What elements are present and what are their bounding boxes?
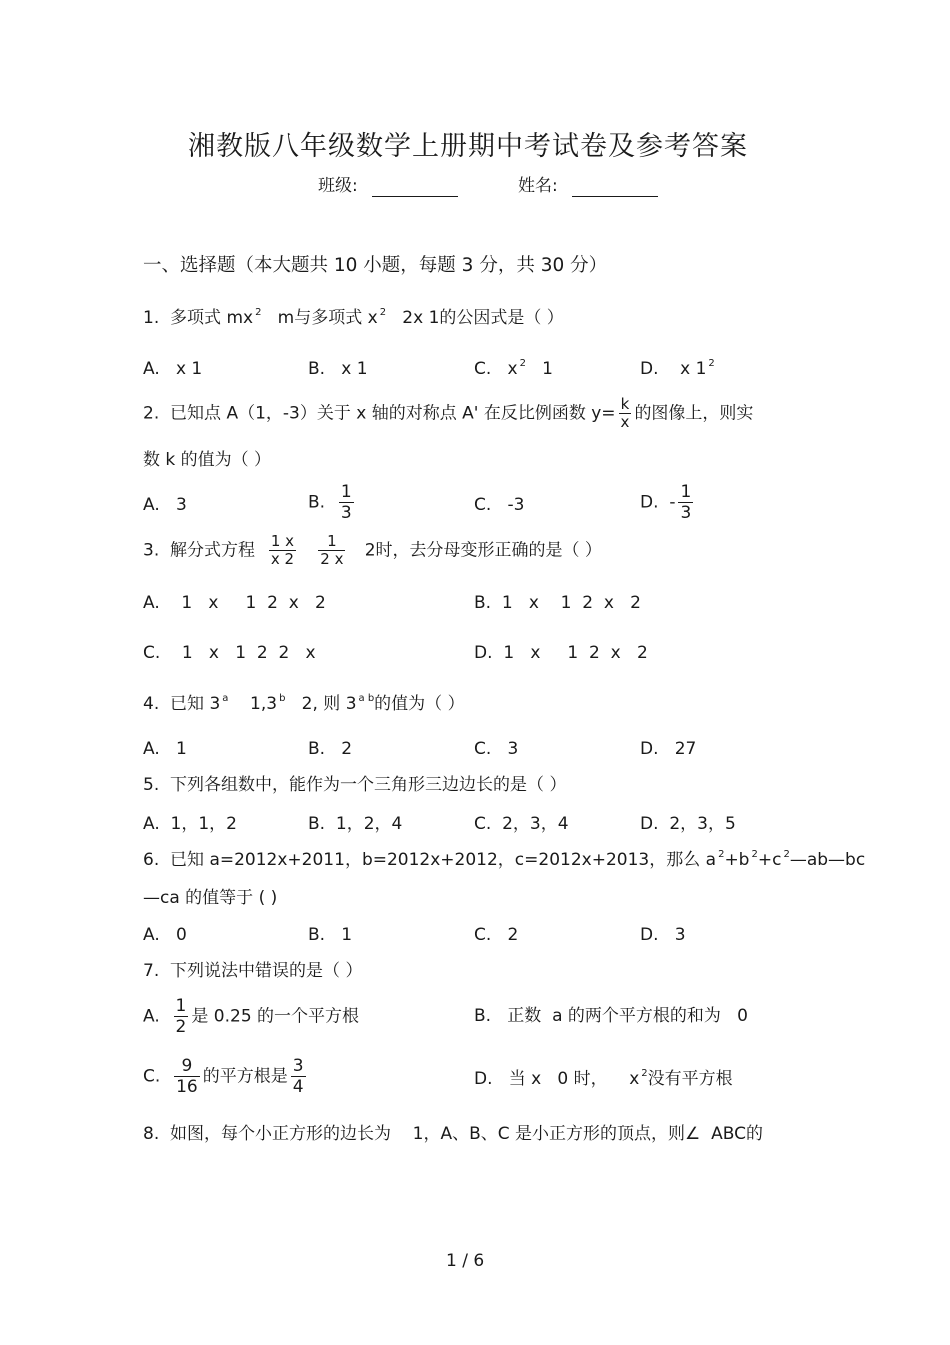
q3-option-b[interactable]: B. 1 x 1 2 x 2: [474, 593, 641, 613]
q6-option-b[interactable]: B. 1: [308, 925, 353, 945]
question-6-cont: —ca 的值等于 ( ): [143, 888, 278, 908]
q4-option-d[interactable]: D. 27: [640, 739, 697, 759]
question-2-cont: 数 k 的值为（ ）: [143, 450, 272, 470]
q5-option-b[interactable]: B. 1，2，4: [308, 814, 403, 834]
q4-option-c[interactable]: C. 3: [474, 739, 519, 759]
q1-option-b[interactable]: B. x 1: [308, 359, 368, 379]
q6-option-d[interactable]: D. 3: [640, 925, 686, 945]
q5-option-c[interactable]: C. 2，3，4: [474, 814, 569, 834]
q3-fraction-1: $\frac{1 x}{x 2}$: [270, 532, 295, 568]
question-1: 1. 多项式 mx $^2$ m与多项式 x $^2$ 2x 1的公因式是（ ）: [143, 307, 564, 328]
q3-option-c[interactable]: C. 1 x 1 2 2 x: [143, 643, 316, 663]
question-5: 5. 下列各组数中，能作为一个三角形三边边长的是（ ）: [143, 775, 567, 795]
page-number: 1 / 6: [446, 1251, 485, 1271]
q1-option-a[interactable]: A. x 1: [143, 359, 203, 379]
q6-option-c[interactable]: C. 2: [474, 925, 519, 945]
q5-option-a[interactable]: A. 1，1，2: [143, 814, 237, 834]
q7-option-b[interactable]: B. 正数 a 的两个平方根的和为 0: [474, 1006, 748, 1026]
q6-option-a[interactable]: A. 0: [143, 925, 187, 945]
q4-option-b[interactable]: B. 2: [308, 739, 353, 759]
q3-option-a[interactable]: A. 1 x 1 2 x 2: [143, 593, 326, 613]
question-8: 8. 如图，每个小正方形的边长为 1，A、B、C 是小正方形的顶点，则∠ ABC的: [143, 1124, 763, 1144]
q2-option-c[interactable]: C. -3: [474, 495, 525, 515]
q2-option-d[interactable]: D. - $\frac{1}{3}$: [640, 482, 692, 523]
question-7: 7. 下列说法中错误的是（ ）: [143, 961, 363, 981]
q1-option-d[interactable]: D. x 1 $^2$: [640, 358, 715, 379]
name-field[interactable]: [518, 175, 658, 197]
class-field[interactable]: [318, 175, 458, 197]
page-title: 湘教版八年级数学上册期中考试卷及参考答案: [188, 131, 748, 162]
class-blank[interactable]: [372, 178, 458, 197]
class-label: 班级:: [318, 176, 358, 196]
question-6: 6. 已知 a=2012x+2011，b=2012x+2012，c=2012x+2013，那么 a $^2$+b $^2$+c $^2$—ab—bc: [143, 849, 866, 870]
question-3: 3. 解分式方程 $\frac{1 x}{x 2}$ $\frac{1}{2 x}$ 2时，去分母变形正确的是（ ）: [143, 532, 602, 568]
q2-fraction: $\frac{k}{x}$: [620, 395, 630, 431]
name-blank[interactable]: [572, 178, 658, 197]
q7-option-a[interactable]: A. $\frac{1}{2}$ 是 0.25 的一个平方根: [143, 996, 360, 1037]
question-2: 2. 已知点 A（1，-3）关于 x 轴的对称点 A' 在反比例函数 y= $\frac{k}{x}$ 的图像上，则实: [143, 395, 754, 431]
q2-option-a[interactable]: A. 3: [143, 495, 187, 515]
q7-option-d[interactable]: D. 当 x 0 时， x $^2$没有平方根: [474, 1068, 733, 1089]
question-4: 4. 已知 3 $^a$ 1,3 $^b$ 2, 则 3 $^{a b}$的值为（ ）: [143, 693, 465, 714]
q3-fraction-2: $\frac{1}{2 x}$: [320, 532, 344, 568]
q7-option-c[interactable]: C. $\frac{9}{16}$ 的平方根是 $\frac{3}{4}$: [143, 1056, 304, 1097]
name-label: 姓名:: [518, 176, 558, 196]
q1-option-c[interactable]: C. x $^2$ 1: [474, 358, 553, 379]
q5-option-d[interactable]: D. 2，3，5: [640, 814, 736, 834]
q2-option-b[interactable]: B. $\frac{1}{3}$: [308, 482, 352, 523]
q4-option-a[interactable]: A. 1: [143, 739, 187, 759]
q3-option-d[interactable]: D. 1 x 1 2 x 2: [474, 643, 648, 663]
section-heading: 一、选择题（本大题共 10 小题，每题 3 分，共 30 分）: [143, 255, 608, 276]
